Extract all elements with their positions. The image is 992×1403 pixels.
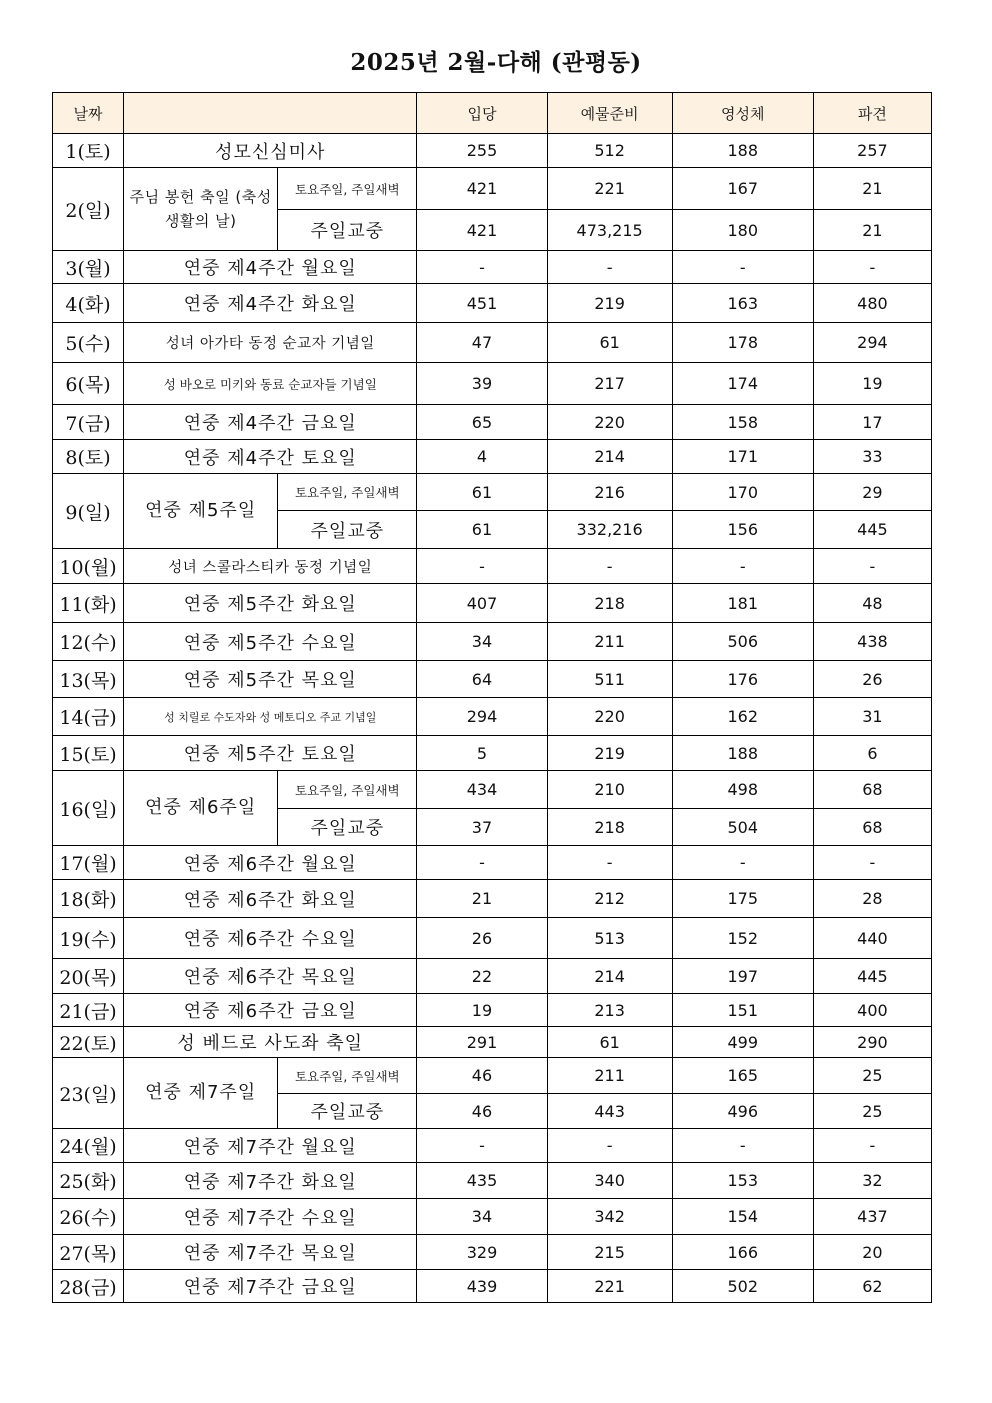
entrance-cell: 21 <box>417 880 547 918</box>
dismissal-cell: 25 <box>813 1094 931 1129</box>
date-cell: 16(일) <box>53 771 124 846</box>
table-row <box>53 405 932 440</box>
dismissal-cell: 62 <box>813 1270 931 1303</box>
table-row <box>53 880 932 918</box>
feast-cell: 연중 제7주간 화요일 <box>124 1163 417 1199</box>
dismissal-cell: - <box>813 251 931 284</box>
dismissal-cell: 21 <box>813 168 931 210</box>
dismissal-cell: 438 <box>813 623 931 661</box>
feast-cell: 연중 제5주간 목요일 <box>124 661 417 698</box>
communion-cell: - <box>672 1129 813 1163</box>
entrance-cell: 61 <box>417 511 547 549</box>
entrance-cell: 294 <box>417 698 547 736</box>
date-cell: 14(금) <box>53 698 124 736</box>
communion-cell: 178 <box>672 323 813 363</box>
dismissal-cell: 33 <box>813 440 931 474</box>
dismissal-cell: 440 <box>813 918 931 959</box>
mass-cell: 토요주일, 주일새벽 <box>278 1058 417 1094</box>
communion-cell: 506 <box>672 623 813 661</box>
communion-cell: 156 <box>672 511 813 549</box>
table-row <box>53 584 932 623</box>
dismissal-cell: 32 <box>813 1163 931 1199</box>
date-cell: 9(일) <box>53 474 124 549</box>
feast-cell: 연중 제6주간 수요일 <box>124 918 417 959</box>
communion-cell: 174 <box>672 363 813 405</box>
entrance-cell: 4 <box>417 440 547 474</box>
offertory-cell: - <box>547 1129 672 1163</box>
table-row <box>53 1027 932 1058</box>
header-entrance: 입당 <box>417 93 547 134</box>
table-body <box>53 134 932 1303</box>
communion-cell: 162 <box>672 698 813 736</box>
table-row <box>53 1270 932 1303</box>
communion-cell: 197 <box>672 959 813 994</box>
feast-cell: 연중 제7주간 목요일 <box>124 1235 417 1270</box>
header-feast <box>124 93 417 134</box>
mass-cell: 주일교중 <box>278 511 417 549</box>
communion-cell: 175 <box>672 880 813 918</box>
offertory-cell: 332,216 <box>547 511 672 549</box>
dismissal-cell: 445 <box>813 959 931 994</box>
offertory-cell: 219 <box>547 284 672 323</box>
date-cell: 2(일) <box>53 168 124 251</box>
dismissal-cell: 31 <box>813 698 931 736</box>
feast-cell: 연중 제7주간 월요일 <box>124 1129 417 1163</box>
date-cell: 28(금) <box>53 1270 124 1303</box>
date-cell: 19(수) <box>53 918 124 959</box>
table-row <box>53 771 932 809</box>
feast-cell: 성 베드로 사도좌 축일 <box>124 1027 417 1058</box>
dismissal-cell: 26 <box>813 661 931 698</box>
entrance-cell: 291 <box>417 1027 547 1058</box>
communion-cell: 502 <box>672 1270 813 1303</box>
entrance-cell: - <box>417 1129 547 1163</box>
table-row <box>53 959 932 994</box>
entrance-cell: 39 <box>417 363 547 405</box>
table-row <box>53 474 932 511</box>
offertory-cell: 443 <box>547 1094 672 1129</box>
date-cell: 10(월) <box>53 549 124 584</box>
dismissal-cell: 294 <box>813 323 931 363</box>
table-header <box>53 93 932 134</box>
communion-cell: 504 <box>672 809 813 846</box>
offertory-cell: 218 <box>547 809 672 846</box>
communion-cell: 166 <box>672 1235 813 1270</box>
offertory-cell: 211 <box>547 1058 672 1094</box>
page-title: 2025년 2월-다해 (관평동) <box>350 49 642 76</box>
dismissal-cell: 21 <box>813 210 931 251</box>
communion-cell: 153 <box>672 1163 813 1199</box>
header-date: 날짜 <box>53 93 124 134</box>
offertory-cell: 215 <box>547 1235 672 1270</box>
table-row <box>53 918 932 959</box>
entrance-cell: - <box>417 549 547 584</box>
table-row <box>53 168 932 210</box>
offertory-cell: 217 <box>547 363 672 405</box>
offertory-cell: - <box>547 251 672 284</box>
entrance-cell: 329 <box>417 1235 547 1270</box>
date-cell: 5(수) <box>53 323 124 363</box>
mass-cell: 토요주일, 주일새벽 <box>278 771 417 809</box>
entrance-cell: 435 <box>417 1163 547 1199</box>
offertory-cell: 213 <box>547 994 672 1027</box>
entrance-cell: 26 <box>417 918 547 959</box>
table-row <box>53 623 932 661</box>
feast-cell: 연중 제6주일 <box>124 771 278 846</box>
feast-cell: 연중 제7주일 <box>124 1058 278 1129</box>
offertory-cell: 61 <box>547 323 672 363</box>
offertory-cell: 210 <box>547 771 672 809</box>
offertory-cell: 211 <box>547 623 672 661</box>
communion-cell: 163 <box>672 284 813 323</box>
mass-cell: 토요주일, 주일새벽 <box>278 168 417 210</box>
communion-cell: - <box>672 251 813 284</box>
date-cell: 22(토) <box>53 1027 124 1058</box>
entrance-cell: 37 <box>417 809 547 846</box>
dismissal-cell: 68 <box>813 809 931 846</box>
feast-cell: 성녀 스콜라스티카 동정 기념일 <box>124 549 417 584</box>
dismissal-cell: 29 <box>813 474 931 511</box>
table-row <box>53 323 932 363</box>
communion-cell: 154 <box>672 1199 813 1235</box>
date-cell: 3(월) <box>53 251 124 284</box>
feast-cell: 성녀 아가타 동정 순교자 기념일 <box>124 323 417 363</box>
entrance-cell: - <box>417 251 547 284</box>
table-row <box>53 549 932 584</box>
date-cell: 26(수) <box>53 1199 124 1235</box>
feast-cell: 연중 제7주간 금요일 <box>124 1270 417 1303</box>
entrance-cell: 46 <box>417 1094 547 1129</box>
offertory-cell: 342 <box>547 1199 672 1235</box>
dismissal-cell: 257 <box>813 134 931 168</box>
offertory-cell: 216 <box>547 474 672 511</box>
dismissal-cell: - <box>813 846 931 880</box>
entrance-cell: - <box>417 846 547 880</box>
offertory-cell: 220 <box>547 405 672 440</box>
table-row <box>53 1199 932 1235</box>
offertory-cell: 512 <box>547 134 672 168</box>
communion-cell: 180 <box>672 210 813 251</box>
date-cell: 25(화) <box>53 1163 124 1199</box>
date-cell: 24(월) <box>53 1129 124 1163</box>
dismissal-cell: 25 <box>813 1058 931 1094</box>
dismissal-cell: 20 <box>813 1235 931 1270</box>
date-cell: 1(토) <box>53 134 124 168</box>
offertory-cell: 214 <box>547 440 672 474</box>
table-row <box>53 1163 932 1199</box>
entrance-cell: 5 <box>417 736 547 771</box>
date-cell: 15(토) <box>53 736 124 771</box>
table-row <box>53 661 932 698</box>
date-cell: 6(목) <box>53 363 124 405</box>
entrance-cell: 451 <box>417 284 547 323</box>
entrance-cell: 64 <box>417 661 547 698</box>
table-row <box>53 1058 932 1094</box>
dismissal-cell: - <box>813 549 931 584</box>
date-cell: 27(목) <box>53 1235 124 1270</box>
date-cell: 11(화) <box>53 584 124 623</box>
communion-cell: 499 <box>672 1027 813 1058</box>
communion-cell: 188 <box>672 134 813 168</box>
communion-cell: 498 <box>672 771 813 809</box>
offertory-cell: 473,215 <box>547 210 672 251</box>
offertory-cell: 219 <box>547 736 672 771</box>
offertory-cell: 61 <box>547 1027 672 1058</box>
schedule-table <box>52 92 932 1303</box>
date-cell: 4(화) <box>53 284 124 323</box>
table-row <box>53 1235 932 1270</box>
entrance-cell: 421 <box>417 210 547 251</box>
table-row <box>53 736 932 771</box>
mass-cell: 토요주일, 주일새벽 <box>278 474 417 511</box>
feast-cell: 연중 제5주간 토요일 <box>124 736 417 771</box>
entrance-cell: 407 <box>417 584 547 623</box>
communion-cell: - <box>672 549 813 584</box>
mass-cell: 주일교중 <box>278 1094 417 1129</box>
feast-cell: 연중 제6주간 화요일 <box>124 880 417 918</box>
dismissal-cell: 48 <box>813 584 931 623</box>
communion-cell: 496 <box>672 1094 813 1129</box>
dismissal-cell: 17 <box>813 405 931 440</box>
header-communion: 영성체 <box>672 93 813 134</box>
entrance-cell: 255 <box>417 134 547 168</box>
communion-cell: 188 <box>672 736 813 771</box>
feast-cell: 연중 제5주일 <box>124 474 278 549</box>
table-row <box>53 846 932 880</box>
feast-cell: 성 치릴로 수도자와 성 메토디오 주교 기념일 <box>124 698 417 736</box>
feast-cell: 연중 제6주간 월요일 <box>124 846 417 880</box>
dismissal-cell: 437 <box>813 1199 931 1235</box>
dismissal-cell: 6 <box>813 736 931 771</box>
entrance-cell: 434 <box>417 771 547 809</box>
feast-cell: 연중 제6주간 목요일 <box>124 959 417 994</box>
communion-cell: 181 <box>672 584 813 623</box>
entrance-cell: 65 <box>417 405 547 440</box>
feast-cell: 연중 제6주간 금요일 <box>124 994 417 1027</box>
date-cell: 13(목) <box>53 661 124 698</box>
dismissal-cell: 290 <box>813 1027 931 1058</box>
feast-cell: 연중 제4주간 월요일 <box>124 251 417 284</box>
entrance-cell: 47 <box>417 323 547 363</box>
dismissal-cell: 480 <box>813 284 931 323</box>
feast-cell: 연중 제4주간 토요일 <box>124 440 417 474</box>
entrance-cell: 19 <box>417 994 547 1027</box>
offertory-cell: 221 <box>547 168 672 210</box>
entrance-cell: 34 <box>417 623 547 661</box>
offertory-cell: - <box>547 549 672 584</box>
date-cell: 21(금) <box>53 994 124 1027</box>
offertory-cell: 511 <box>547 661 672 698</box>
date-cell: 7(금) <box>53 405 124 440</box>
entrance-cell: 421 <box>417 168 547 210</box>
table-row <box>53 440 932 474</box>
offertory-cell: 513 <box>547 918 672 959</box>
header-dismissal: 파견 <box>813 93 931 134</box>
communion-cell: 151 <box>672 994 813 1027</box>
entrance-cell: 439 <box>417 1270 547 1303</box>
date-cell: 8(토) <box>53 440 124 474</box>
entrance-cell: 22 <box>417 959 547 994</box>
feast-cell: 연중 제4주간 화요일 <box>124 284 417 323</box>
offertory-cell: 220 <box>547 698 672 736</box>
communion-cell: 171 <box>672 440 813 474</box>
table-row <box>53 134 932 168</box>
table-row <box>53 1129 932 1163</box>
communion-cell: 170 <box>672 474 813 511</box>
feast-cell: 연중 제5주간 수요일 <box>124 623 417 661</box>
communion-cell: 176 <box>672 661 813 698</box>
dismissal-cell: 68 <box>813 771 931 809</box>
feast-cell: 주님 봉헌 축일 (축성 생활의 날) <box>124 168 278 251</box>
offertory-cell: - <box>547 846 672 880</box>
offertory-cell: 214 <box>547 959 672 994</box>
date-cell: 18(화) <box>53 880 124 918</box>
dismissal-cell: 19 <box>813 363 931 405</box>
feast-cell: 연중 제4주간 금요일 <box>124 405 417 440</box>
mass-cell: 주일교중 <box>278 210 417 251</box>
date-cell: 12(수) <box>53 623 124 661</box>
table-row <box>53 363 932 405</box>
communion-cell: 158 <box>672 405 813 440</box>
table-row <box>53 284 932 323</box>
feast-cell: 성모신심미사 <box>124 134 417 168</box>
table-row <box>53 698 932 736</box>
date-cell: 20(목) <box>53 959 124 994</box>
offertory-cell: 221 <box>547 1270 672 1303</box>
communion-cell: - <box>672 846 813 880</box>
feast-cell: 연중 제7주간 수요일 <box>124 1199 417 1235</box>
offertory-cell: 212 <box>547 880 672 918</box>
feast-cell: 연중 제5주간 화요일 <box>124 584 417 623</box>
entrance-cell: 46 <box>417 1058 547 1094</box>
entrance-cell: 34 <box>417 1199 547 1235</box>
communion-cell: 152 <box>672 918 813 959</box>
table-row <box>53 994 932 1027</box>
dismissal-cell: - <box>813 1129 931 1163</box>
communion-cell: 165 <box>672 1058 813 1094</box>
dismissal-cell: 400 <box>813 994 931 1027</box>
header-offertory: 예물준비 <box>547 93 672 134</box>
date-cell: 23(일) <box>53 1058 124 1129</box>
table-row <box>53 251 932 284</box>
offertory-cell: 340 <box>547 1163 672 1199</box>
dismissal-cell: 28 <box>813 880 931 918</box>
dismissal-cell: 445 <box>813 511 931 549</box>
feast-cell: 성 바오로 미키와 동료 순교자들 기념일 <box>124 363 417 405</box>
entrance-cell: 61 <box>417 474 547 511</box>
date-cell: 17(월) <box>53 846 124 880</box>
offertory-cell: 218 <box>547 584 672 623</box>
communion-cell: 167 <box>672 168 813 210</box>
mass-cell: 주일교중 <box>278 809 417 846</box>
